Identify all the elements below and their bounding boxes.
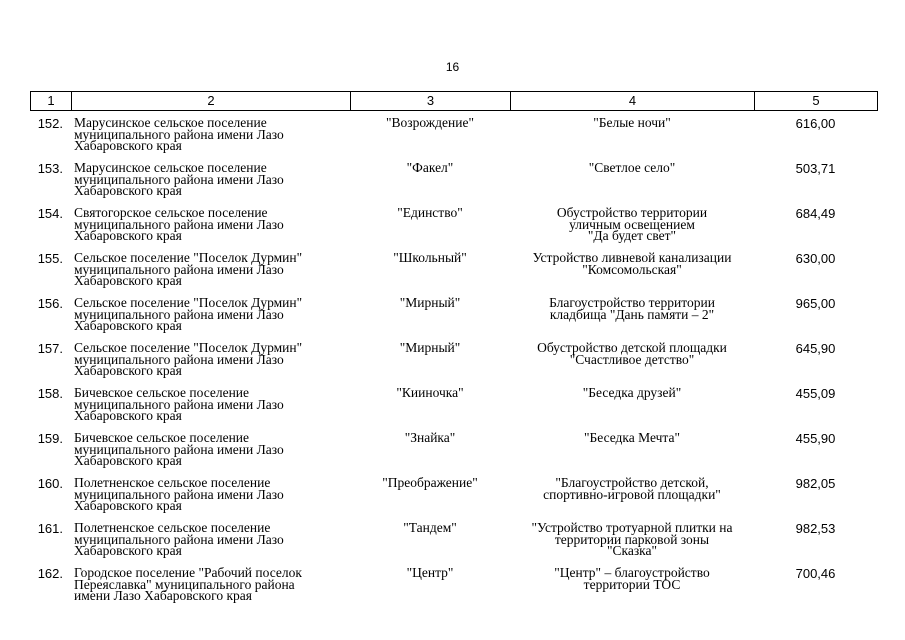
settlement-name-line: Хабаровского края xyxy=(74,408,182,423)
row-number: 157. xyxy=(37,341,63,356)
tos-name-line: "Факел" xyxy=(406,160,454,175)
settlement-name xyxy=(74,387,354,422)
project-name-line: территории парковой зоны xyxy=(554,531,710,547)
grant-amount: 616,00 xyxy=(795,116,836,131)
settlement-name-line: Марусинское сельское поселение xyxy=(74,115,267,130)
table-row xyxy=(30,477,877,522)
grant-amount: 645,90 xyxy=(795,341,836,356)
settlement-name xyxy=(74,297,354,332)
tos-name xyxy=(350,252,510,264)
tos-name-line: "Возрождение" xyxy=(386,115,474,130)
row-number: 161. xyxy=(37,521,63,536)
grant-amount: 684,49 xyxy=(795,206,836,221)
settlement-name-line: Хабаровского края xyxy=(74,363,182,378)
settlement-name-line: Марусинское сельское поселение xyxy=(74,160,267,175)
settlement-name-line: Переяславка" муниципального района xyxy=(74,576,295,592)
project-name-line: "Благоустройство детской, xyxy=(555,475,709,490)
grant-amount: 700,46 xyxy=(795,566,836,581)
settlement-name-line: Сельское поселение "Поселок Дурмин" xyxy=(74,250,303,265)
settlement-name-line: муниципального района имени Лазо xyxy=(74,261,284,277)
header-col-4: 4 xyxy=(511,92,755,111)
tos-name-line: "Центр" xyxy=(406,565,454,580)
settlement-name-line: Хабаровского края xyxy=(74,453,182,468)
header-col-2: 2 xyxy=(72,92,351,111)
project-name xyxy=(510,117,754,129)
settlement-name xyxy=(74,117,354,152)
settlement-name xyxy=(74,432,354,467)
project-name-line: Благоустройство территории xyxy=(549,295,715,310)
row-number: 156. xyxy=(37,296,63,311)
grant-amount: 455,09 xyxy=(795,386,836,401)
header-col-5: 5 xyxy=(755,92,878,111)
settlement-name xyxy=(74,477,354,512)
tos-name xyxy=(350,342,510,354)
grant-amount: 965,00 xyxy=(795,296,836,311)
row-number: 160. xyxy=(37,476,63,491)
grant-amount: 630,00 xyxy=(795,251,836,266)
tos-name xyxy=(350,567,510,579)
table-row xyxy=(30,117,877,162)
project-name xyxy=(510,297,754,320)
table-row xyxy=(30,522,877,567)
tos-name xyxy=(350,117,510,129)
table-row xyxy=(30,567,877,612)
table-header xyxy=(30,91,878,111)
project-name xyxy=(510,252,754,275)
settlement-name-line: муниципального района имени Лазо xyxy=(74,486,284,502)
settlement-name-line: Бичевское сельское поселение xyxy=(74,385,250,400)
settlement-name-line: Городское поселение "Рабочий поселок xyxy=(74,565,302,580)
settlement-name-line: муниципального района имени Лазо xyxy=(74,441,284,457)
settlement-name-line: Бичевское сельское поселение xyxy=(74,430,250,445)
project-name-line: "Да будет свет" xyxy=(587,228,677,243)
project-name-line: "Беседка друзей" xyxy=(582,385,682,400)
project-name xyxy=(510,162,754,174)
tos-name-line: "Знайка" xyxy=(404,430,456,445)
project-name-line: Устройство ливневой канализации xyxy=(532,250,732,265)
table-row xyxy=(30,297,877,342)
settlement-name-line: Хабаровского края xyxy=(74,318,182,333)
tos-name xyxy=(350,387,510,399)
settlement-name-line: Хабаровского края xyxy=(74,138,182,153)
settlement-name-line: муниципального района имени Лазо xyxy=(74,351,284,367)
tos-name-line: "Школьный" xyxy=(393,250,467,265)
table-row xyxy=(30,342,877,387)
settlement-name-line: имени Лазо Хабаровского края xyxy=(74,588,252,603)
tos-name-line: "Преображение" xyxy=(382,475,478,490)
tos-name xyxy=(350,162,510,174)
settlement-name xyxy=(74,567,354,602)
settlement-name-line: муниципального района имени Лазо xyxy=(74,306,284,322)
grant-amount: 982,53 xyxy=(795,521,836,536)
project-name-line: "Белые ночи" xyxy=(593,115,671,130)
row-number: 153. xyxy=(37,161,63,176)
settlement-name-line: Хабаровского края xyxy=(74,273,182,288)
project-name xyxy=(510,432,754,444)
table-row xyxy=(30,207,877,252)
project-name xyxy=(510,387,754,399)
settlement-name xyxy=(74,252,354,287)
settlement-name-line: Хабаровского края xyxy=(74,228,182,243)
settlement-name xyxy=(74,207,354,242)
grant-amount: 503,71 xyxy=(795,161,836,176)
tos-name xyxy=(350,297,510,309)
tos-name xyxy=(350,477,510,489)
project-name xyxy=(510,477,754,500)
project-name-line: территории ТОС xyxy=(583,576,681,592)
tos-name-line: "Мирный" xyxy=(399,295,461,310)
project-name-line: Обустройство территории xyxy=(556,205,708,220)
row-number: 162. xyxy=(37,566,63,581)
table-row xyxy=(30,432,877,477)
tos-name-line: "Мирный" xyxy=(399,340,461,355)
table-row xyxy=(30,162,877,207)
project-name-line: "Беседка Мечта" xyxy=(584,430,680,445)
page-number: 16 xyxy=(445,60,460,74)
project-name-line: Обустройство детской площадки xyxy=(537,340,727,355)
table-row xyxy=(30,252,877,297)
settlement-name-line: муниципального района имени Лазо xyxy=(74,216,284,232)
header-col-1: 1 xyxy=(31,92,72,111)
project-name-line: "Устройство тротуарной плитки на xyxy=(531,520,733,535)
tos-name xyxy=(350,522,510,534)
settlement-name-line: муниципального района имени Лазо xyxy=(74,531,284,547)
tos-name xyxy=(350,207,510,219)
project-name-line: "Центр" – благоустройство xyxy=(554,565,710,580)
settlement-name-line: муниципального района имени Лазо xyxy=(74,396,284,412)
settlement-name-line: Сельское поселение "Поселок Дурмин" xyxy=(74,340,303,355)
settlement-name-line: Хабаровского края xyxy=(74,543,182,558)
header-row xyxy=(31,92,878,111)
tos-name-line: "Тандем" xyxy=(403,520,457,535)
row-number: 158. xyxy=(37,386,63,401)
project-name xyxy=(510,522,754,557)
grant-amount: 455,90 xyxy=(795,431,836,446)
tos-name-line: "Единство" xyxy=(397,205,463,220)
grant-amount: 982,05 xyxy=(795,476,836,491)
project-name-line: "Комсомольская" xyxy=(582,261,682,277)
settlement-name-line: муниципального района имени Лазо xyxy=(74,171,284,187)
tos-name xyxy=(350,432,510,444)
settlement-name xyxy=(74,522,354,557)
settlement-name xyxy=(74,342,354,377)
project-name-line: спортивно-игровой площадки" xyxy=(543,486,721,502)
project-name xyxy=(510,342,754,365)
settlement-name-line: Святогорское сельское поселение xyxy=(74,205,268,220)
table-body xyxy=(30,117,877,612)
settlement-name-line: Сельское поселение "Поселок Дурмин" xyxy=(74,295,303,310)
project-name-line: "Сказка" xyxy=(606,543,658,558)
settlement-name-line: Полетненское сельское поселение xyxy=(74,520,271,535)
project-name-line: "Счастливое детство" xyxy=(569,351,695,367)
project-name-line: кладбища "Дань памяти – 2" xyxy=(549,306,715,322)
row-number: 152. xyxy=(37,116,63,131)
settlement-name-line: Хабаровского края xyxy=(74,498,182,513)
project-name xyxy=(510,207,754,242)
project-name-line: уличным освещением xyxy=(569,216,695,232)
settlement-name xyxy=(74,162,354,197)
row-number: 159. xyxy=(37,431,63,446)
row-number: 154. xyxy=(37,206,63,221)
tos-name-line: "Кииночка" xyxy=(396,385,464,400)
header-col-3: 3 xyxy=(351,92,511,111)
settlement-name-line: Полетненское сельское поселение xyxy=(74,475,271,490)
settlement-name-line: муниципального района имени Лазо xyxy=(74,126,284,142)
settlement-name-line: Хабаровского края xyxy=(74,183,182,198)
project-name-line: "Светлое село" xyxy=(588,160,676,175)
row-number: 155. xyxy=(37,251,63,266)
project-name xyxy=(510,567,754,590)
table-row xyxy=(30,387,877,432)
